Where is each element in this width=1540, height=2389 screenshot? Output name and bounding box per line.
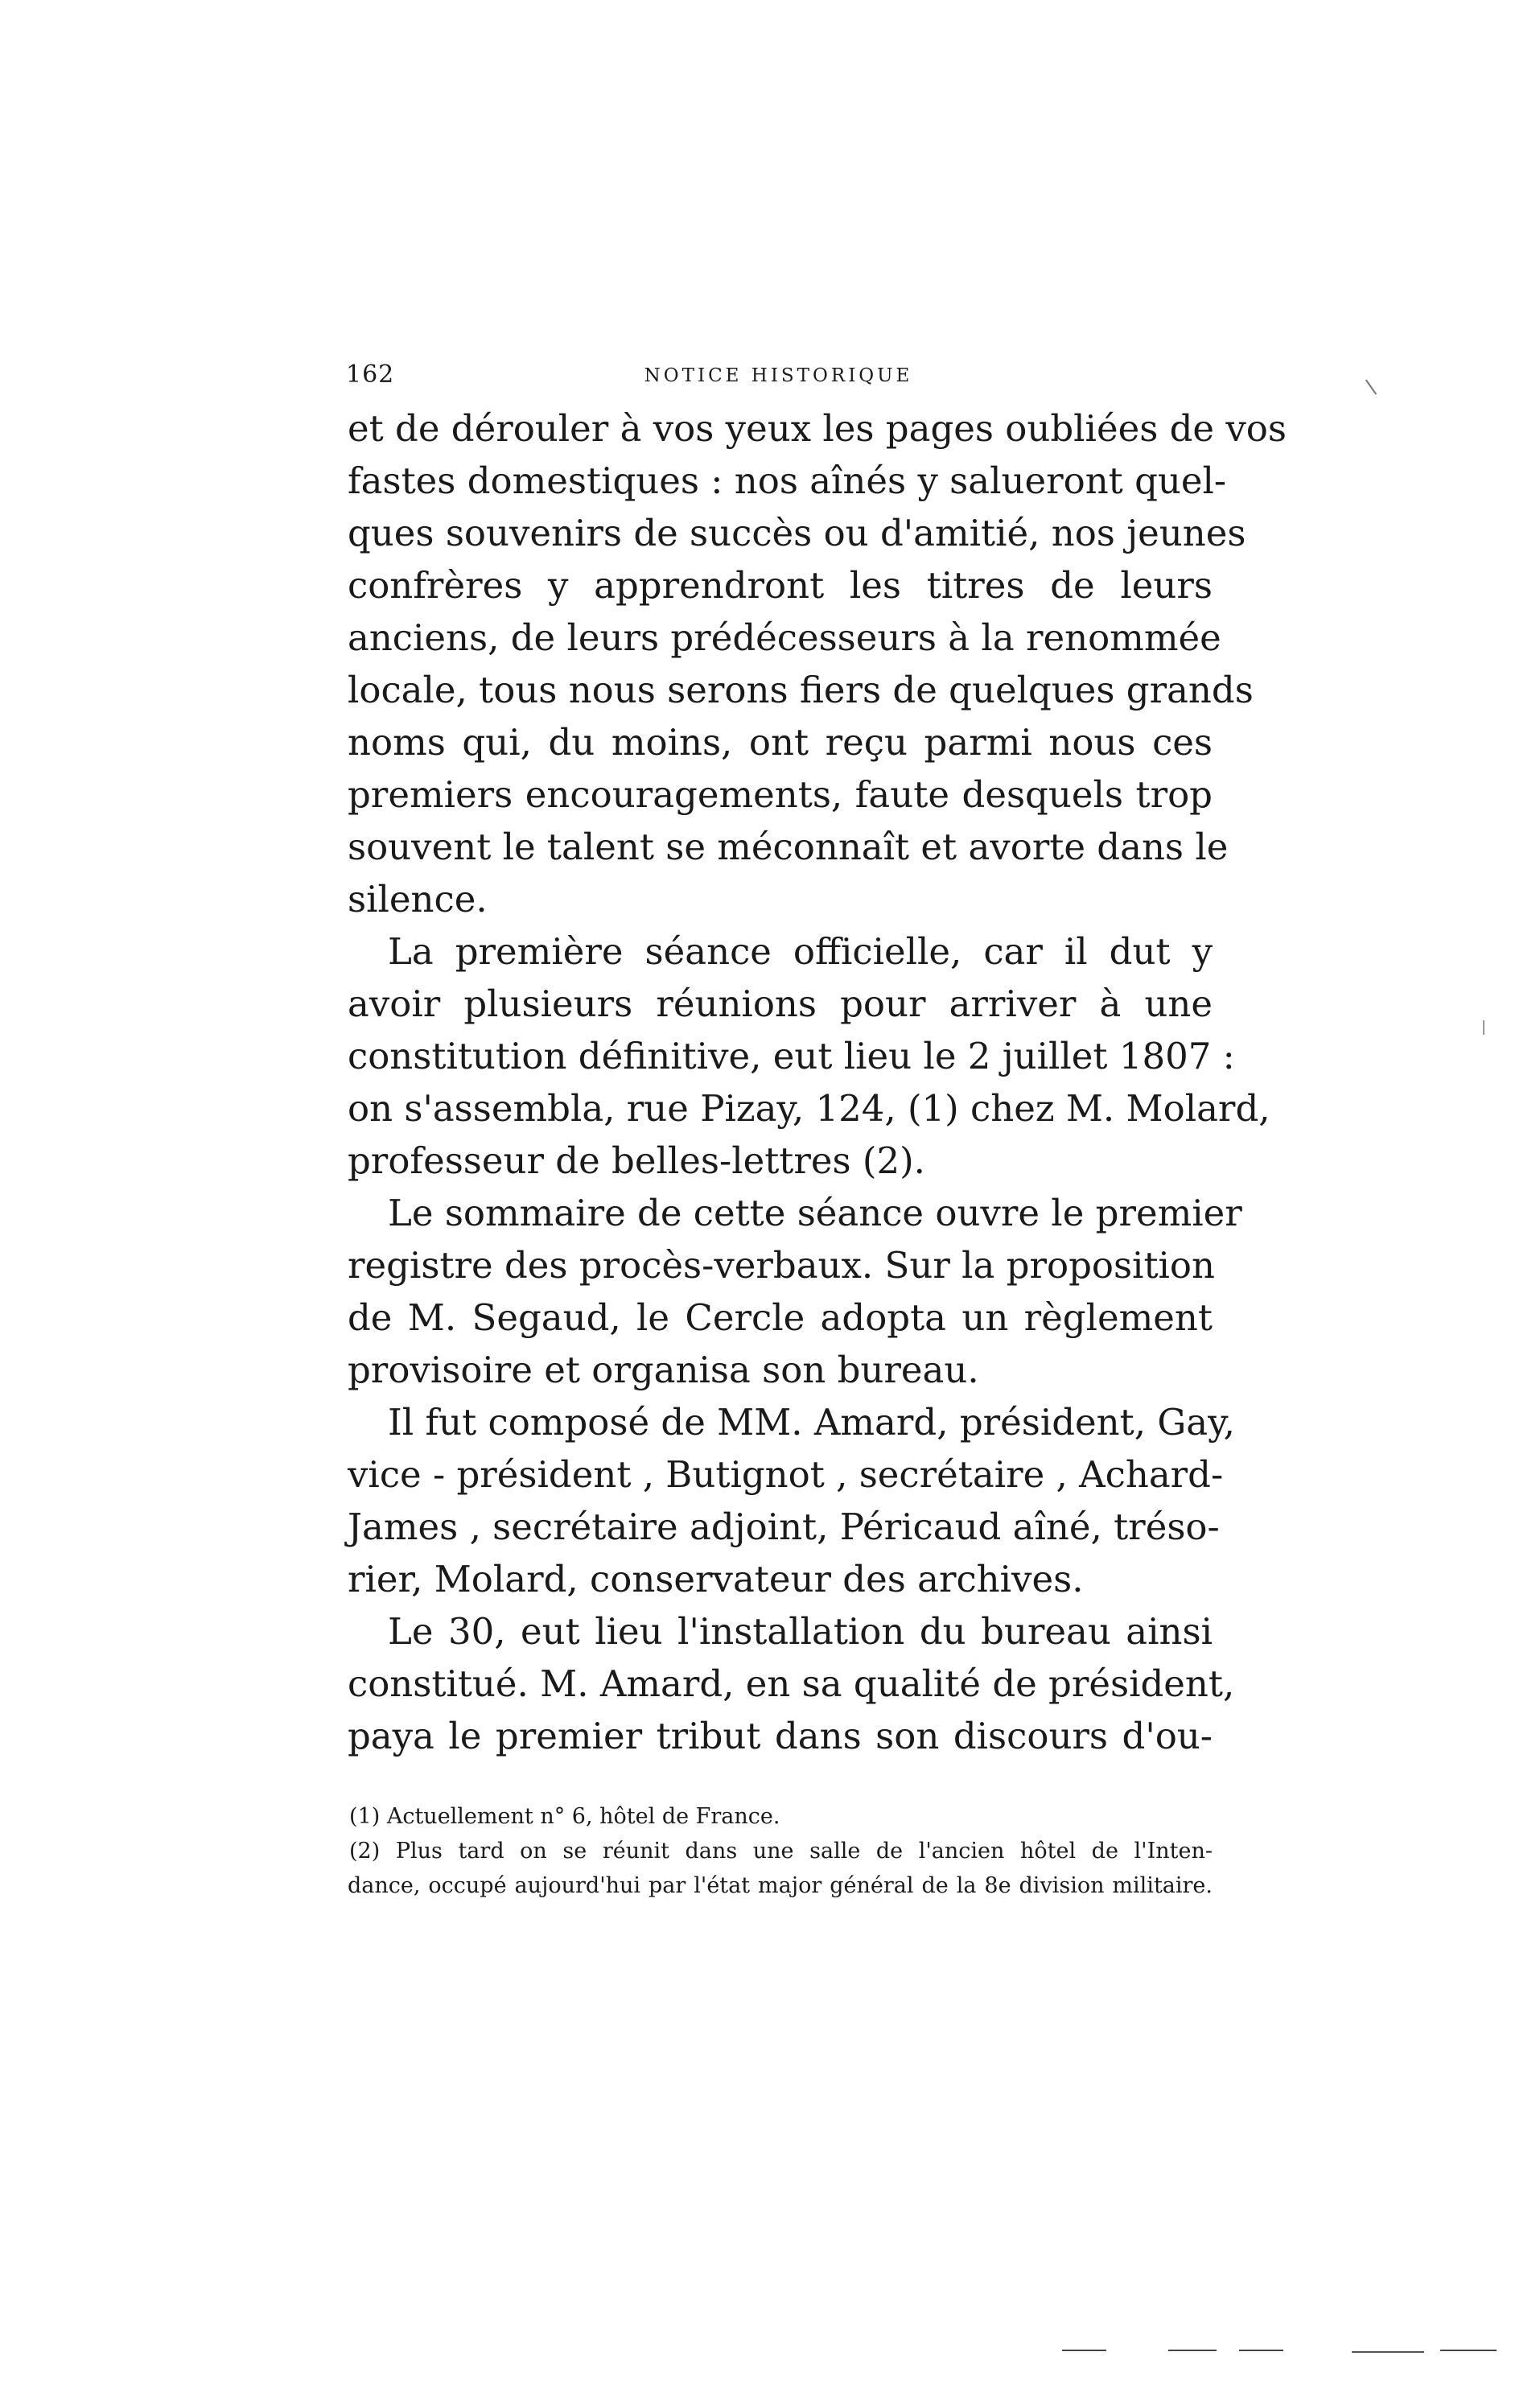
scan-mark	[1365, 379, 1377, 394]
page-number: 162	[346, 360, 395, 389]
text-line: registre des procès-verbaux. Sur la proposition	[348, 1244, 1216, 1287]
text-line: on s'assembla, rue Pizay, 124, (1) chez M. Molard,	[348, 1087, 1270, 1130]
text-line: constitué. M. Amard, en sa qualité de président,	[348, 1662, 1235, 1705]
scan-mark	[1062, 2350, 1106, 2351]
footnotes	[348, 1799, 1213, 1903]
running-title: NOTICE HISTORIQUE	[644, 365, 913, 386]
text-line: et de dérouler à vos yeux les pages oubliées de vos	[348, 407, 1287, 450]
text-line: Le sommaire de cette séance ouvre le premier	[388, 1192, 1242, 1234]
text-line: premiers encouragements, faute desquels trop	[348, 773, 1213, 816]
text-line: noms qui, du moins, ont reçu parmi nous ces	[348, 721, 1213, 764]
text-line: locale, tous nous serons fiers de quelques grands	[348, 669, 1254, 711]
text-line: La première séance officielle, car il dut y	[388, 930, 1213, 973]
footnote-line: (2) Plus tard on se réunit dans une salle de l'ancien hôtel de l'Inten-	[349, 1839, 1213, 1864]
text-line: ques souvenirs de succès ou d'amitié, nos jeunes	[348, 512, 1246, 554]
footnote-line: dance, occupé aujourd'hui par l'état major général de la 8e division militaire.	[348, 1873, 1213, 1898]
text-line: constitution définitive, eut lieu le 2 juillet 1807 :	[348, 1035, 1235, 1077]
text-line: souvent le talent se méconnaît et avorte dans le	[348, 826, 1229, 868]
footnote-line: (1) Actuellement n° 6, hôtel de France.	[349, 1804, 780, 1829]
text-line: provisoire et organisa son bureau.	[348, 1349, 979, 1391]
scan-mark	[1440, 2350, 1497, 2351]
text-line: James , secrétaire adjoint, Péricaud aîné, tréso-	[348, 1505, 1220, 1548]
text-line: Il fut composé de MM. Amard, président, Gay,	[388, 1401, 1235, 1444]
scan-mark	[1168, 2350, 1217, 2351]
text-line: silence.	[348, 878, 488, 921]
text-line: rier, Molard, conservateur des archives.	[348, 1558, 1084, 1600]
text-line: confrères y apprendront les titres de leurs	[348, 564, 1213, 607]
scan-mark	[1483, 1020, 1484, 1035]
scan-mark	[1239, 2350, 1283, 2351]
running-head	[346, 360, 1211, 393]
text-line: professeur de belles-lettres (2).	[348, 1139, 925, 1182]
text-line: avoir plusieurs réunions pour arriver à une	[348, 982, 1213, 1025]
text-line: anciens, de leurs prédécesseurs à la renommée	[348, 616, 1221, 659]
text-line: Le 30, eut lieu l'installation du bureau ainsi	[388, 1610, 1213, 1653]
body-text	[348, 402, 1287, 1762]
text-line: vice - président , Butignot , secrétaire , Achard-	[348, 1453, 1224, 1496]
text-line: paya le premier tribut dans son discours d'ou-	[348, 1715, 1213, 1757]
text-line: fastes domestiques : nos aînés y salueront quel-	[348, 459, 1227, 502]
scan-mark	[1352, 2351, 1424, 2353]
text-line: de M. Segaud, le Cercle adopta un règlement	[348, 1296, 1213, 1339]
